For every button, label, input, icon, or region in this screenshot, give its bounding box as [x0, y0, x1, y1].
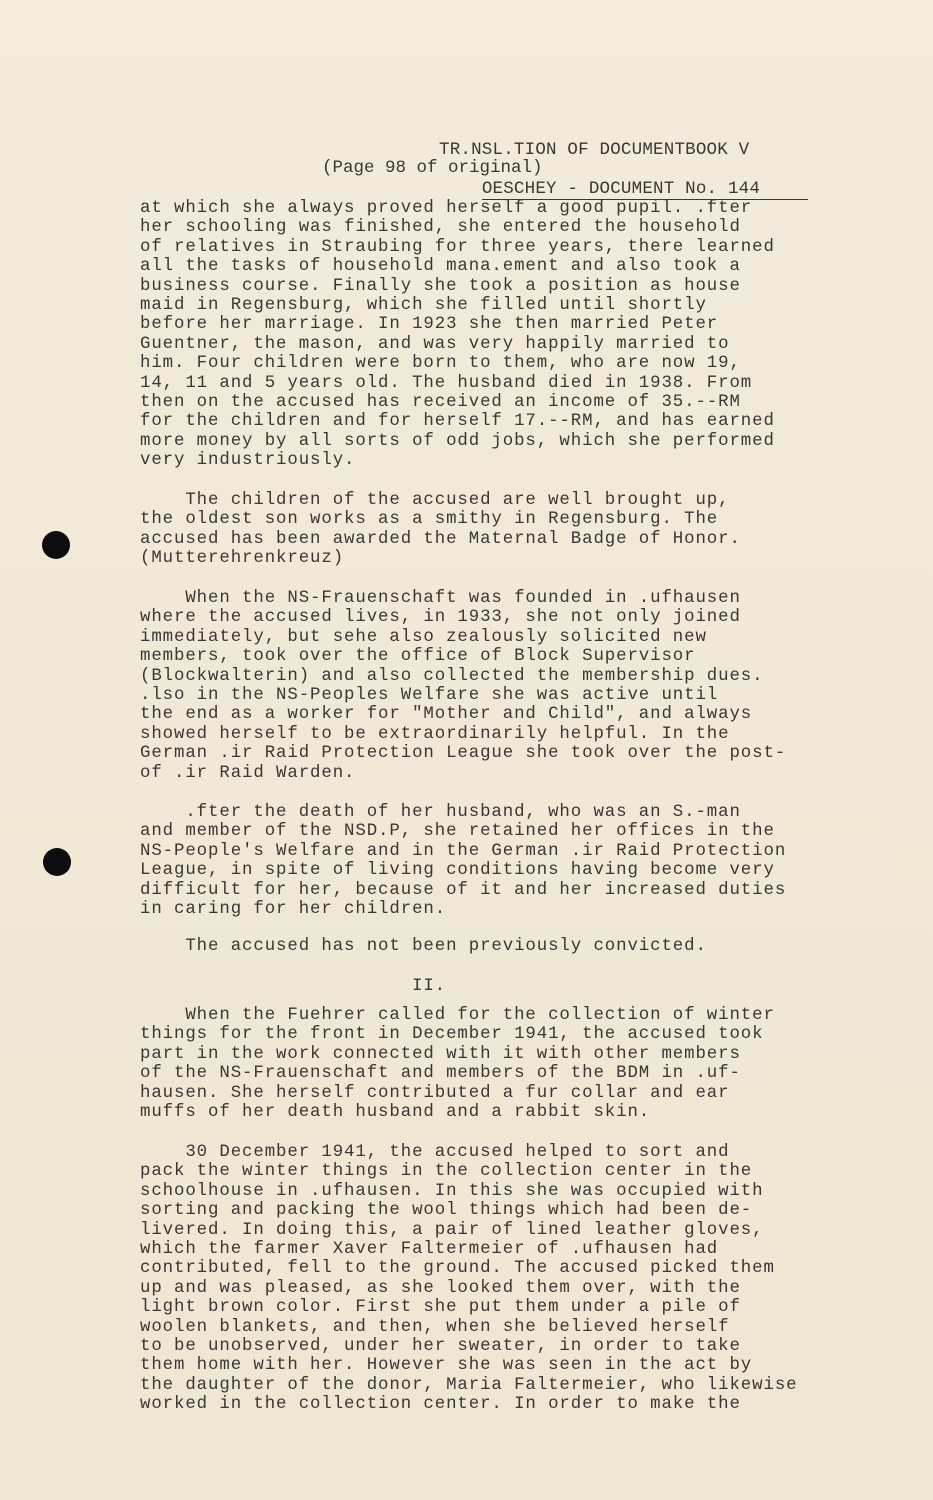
text-line: muffs of her death husband and a rabbit skin. — [140, 1102, 651, 1122]
text-line: immediately, but sehe also zealously solicited new — [140, 627, 707, 647]
text-line: them home with her. However she was seen in the act by — [140, 1356, 753, 1376]
text-line: difficult for her, because of it and her increased duties — [140, 880, 787, 900]
paragraph-ns-frauenschaft — [140, 589, 786, 783]
text-line: schoolhouse in .ufhausen. In this she was occupied with — [140, 1181, 764, 1201]
text-line: When the Fuehrer called for the collection of winter — [140, 1006, 775, 1025]
header-title-line1: TR.NSL.TION OF DOCUMENTBOOK V — [439, 140, 750, 160]
text-line: The children of the accused are well brought up, — [140, 491, 730, 510]
text-line: her schooling was finished, she entered the household — [140, 218, 741, 238]
paragraph-after-death — [140, 803, 786, 919]
text-line: When the NS-Frauenschaft was founded in .ufhausen — [140, 589, 741, 608]
text-line: woolen blankets, and then, when she believed herself — [140, 1317, 730, 1337]
paragraph-winter-collection — [140, 1006, 775, 1122]
text-line: members, took over the office of Block Supervisor — [140, 647, 696, 667]
text-line: showed herself to be extraordinarily helpful. In the — [140, 724, 730, 744]
text-line: hausen. She herself contributed a fur collar and ear — [140, 1083, 730, 1103]
text-line: where the accused lives, in 1933, she not only joined — [140, 608, 741, 628]
text-line: part in the work connected with it with other members — [140, 1044, 741, 1064]
text-line: things for the front in December 1941, the accused took — [140, 1025, 764, 1045]
text-line: German .ir Raid Protection League she took over the post- — [140, 744, 787, 764]
text-line: the end as a worker for "Mother and Child", and always — [140, 705, 753, 725]
text-line: the daughter of the donor, Maria Faltermeier, who likewise — [140, 1375, 798, 1395]
text-line: him. Four children were born to them, who are now 19, — [140, 354, 741, 374]
text-line: sorting and packing the wool things which had been de- — [140, 1201, 753, 1221]
text-line: pack the winter things in the collection center in the — [140, 1162, 753, 1182]
text-line: II. — [412, 977, 447, 996]
text-line: before her marriage. In 1923 she then married Peter — [140, 315, 719, 335]
paragraph-gloves-incident — [140, 1143, 798, 1414]
text-line: of the NS-Frauenschaft and members of the BDM in .uf- — [140, 1064, 741, 1084]
paragraph-no-convictions — [140, 937, 707, 956]
text-line: in caring for her children. — [140, 899, 447, 919]
text-line: then on the accused has received an income of 35.--RM — [140, 392, 741, 412]
text-line: 30 December 1941, the accused helped to sort and — [140, 1143, 730, 1162]
punch-hole-bottom — [43, 848, 71, 876]
page-reference: (Page 98 of original) — [322, 158, 543, 178]
text-line: League, in spite of living conditions having become very — [140, 861, 775, 881]
text-line: NS-People's Welfare and in the German .ir Raid Protection — [140, 841, 787, 861]
text-line: at which she always proved herself a good pupil. .fter — [140, 199, 753, 218]
text-line: .fter the death of her husband, who was an S.-man — [140, 803, 741, 822]
text-line: all the tasks of household mana.ement and also took a — [140, 257, 741, 277]
header-title-line2: OESCHEY - DOCUMENT No. 144 — [482, 179, 808, 200]
text-line: 14, 11 and 5 years old. The husband died in 1938. From — [140, 373, 753, 393]
text-line: which the farmer Xaver Faltermeier of .ufhausen had — [140, 1239, 719, 1259]
text-line: for the children and for herself 17.--RM, and has earned — [140, 412, 775, 432]
text-line: very industriously. — [140, 451, 356, 471]
text-line: to be unobserved, under her sweater, in order to take — [140, 1336, 741, 1356]
text-line: business course. Finally she took a position as house — [140, 276, 741, 296]
section-heading-ii — [412, 977, 446, 996]
text-line: (Mutterehrenkreuz) — [140, 549, 345, 569]
text-line: maid in Regensburg, which she filled until shortly — [140, 295, 707, 315]
punch-hole-top — [42, 531, 70, 559]
text-line: contributed, fell to the ground. The accused picked them — [140, 1259, 775, 1279]
text-line: light brown color. First she put them under a pile of — [140, 1298, 741, 1318]
text-line: Guentner, the mason, and was very happily married to — [140, 334, 730, 354]
text-line: .lso in the NS-Peoples Welfare she was active until — [140, 685, 719, 705]
text-line: the oldest son works as a smithy in Regensburg. The — [140, 510, 719, 530]
text-line: accused has been awarded the Maternal Badge of Honor. — [140, 529, 741, 549]
text-line: up and was pleased, as she looked them over, with the — [140, 1278, 741, 1298]
text-line: (Blockwalterin) and also collected the membership dues. — [140, 666, 764, 686]
paragraph-background — [140, 199, 775, 470]
text-line: and member of the NSD.P, she retained her offices in the — [140, 822, 775, 842]
text-line: livered. In doing this, a pair of lined leather gloves, — [140, 1220, 764, 1240]
text-line: The accused has not been previously convicted. — [140, 937, 707, 956]
text-line: of .ir Raid Warden. — [140, 763, 356, 783]
text-line: more money by all sorts of odd jobs, which she performed — [140, 431, 775, 451]
text-line: of relatives in Straubing for three years, there learned — [140, 237, 775, 257]
paragraph-children — [140, 491, 741, 569]
text-line: worked in the collection center. In order to make the — [140, 1395, 741, 1415]
